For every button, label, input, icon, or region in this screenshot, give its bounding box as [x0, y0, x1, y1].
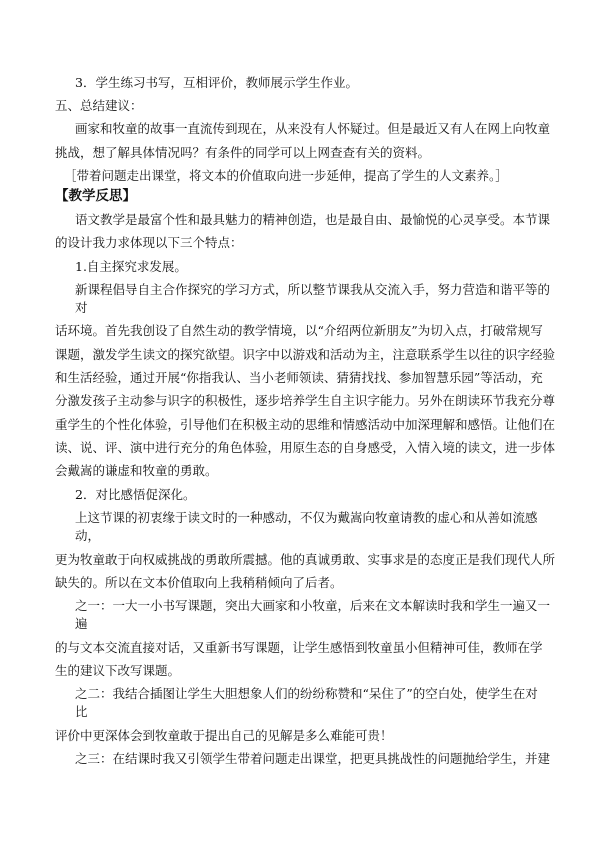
paragraph-line: 对 — [75, 300, 88, 315]
bracket-note: ［带着问题走出课堂，将文本的价值取向进一步延伸，提高了学生的人文素养。］ — [64, 168, 508, 183]
paragraph-line: 画家和牧童的故事一直流传到现在，从来没有人怀疑过。但是最近又有人在网上向牧童 — [75, 121, 551, 136]
section-heading-summary: 五、总结建议： — [55, 98, 143, 113]
paragraph-line: 和生活经验，通过开展“你指我认、当小老师领读、猜猜找找、参加智慧乐园”等活动，充 — [55, 370, 543, 385]
paragraph-line: 语文教学是最富个性和最具魅力的精神创造，也是最自由、最愉悦的心灵享受。本节课 — [75, 212, 551, 227]
list-item-3: 3．学生练习书写，互相评价，教师展示学生作业。 — [75, 75, 358, 90]
paragraph-line: 之三：在结课时我又引领学生带着问题走出课堂，把更具挑战性的问题抛给学生，并建 — [75, 751, 551, 766]
paragraph-line: 之二：我结合插图让学生大胆想象人们的纷纷称赞和“呆住了”的空白处，使学生在对 — [75, 686, 538, 701]
paragraph-line: 更为牧童敢于向权威挑战的勇敢所震撼。他的真诚勇敢、实事求是的态度正是我们现代人所 — [55, 552, 556, 567]
paragraph-line: 比 — [75, 704, 88, 719]
paragraph-line: 的设计我力求体现以下三个特点： — [55, 235, 243, 250]
paragraph-line: 上这节课的初衷缘于读文时的一种感动，不仅为戴嵩向牧童请教的虚心和从善如流感 — [75, 510, 538, 525]
paragraph-line: 生的建议下改写课题。 — [55, 663, 181, 678]
section-heading-reflection: 【教学反思】 — [55, 188, 136, 204]
paragraph-line: 之一：一大一小书写课题，突出大画家和小牧童，后来在文本解读时我和学生一遍又一 — [75, 598, 551, 613]
paragraph-line: 分激发孩子主动参与识字的积极性，逐步培养学生自主识字能力。另外在朗读环节我充分尊 — [55, 393, 556, 408]
paragraph-line: 动， — [75, 528, 101, 543]
subheading-2: 2．对比感悟促深化。 — [75, 487, 196, 502]
paragraph-line: 课题，激发学生读文的探究欲望。识字中以游戏和活动为主，注意联系学生以往的识字经验 — [55, 347, 556, 362]
paragraph-line: 会戴嵩的谦虚和牧童的勇敢。 — [55, 463, 218, 478]
paragraph-line: 新课程倡导自主合作探究的学习方式，所以整节课我从交流入手，努力营造和谐平等的 — [75, 282, 551, 297]
paragraph-line: 话环境。首先我创设了自然生动的教学情境，以“介绍两位新朋友”为切入点，打破常规写 — [55, 323, 543, 338]
paragraph-line: 遍 — [75, 616, 88, 631]
paragraph-line: 挑战，想了解具体情况吗？有条件的同学可以上网查查有关的资料。 — [55, 145, 431, 160]
subheading-1: 1.自主探究求发展。 — [75, 259, 187, 274]
paragraph-line: 的与文本交流直接对话，又重新书写课题，让学生感悟到牧童虽小但精神可佳，教师在学 — [55, 640, 543, 655]
paragraph-line: 读、说、评、演中进行充分的角色体验，用原生态的自身感受，入情入境的读文，进一步体 — [55, 440, 556, 455]
paragraph-line: 缺失的。所以在文本价值取向上我稍稍倾向了后者。 — [55, 575, 343, 590]
paragraph-line: 评价中更深体会到牧童敢于提出自己的见解是多么难能可贵！ — [55, 728, 393, 743]
paragraph-line: 重学生的个性化体验，引导他们在积极主动的思维和情感活动中加深理解和感悟。让他们在 — [55, 417, 556, 432]
